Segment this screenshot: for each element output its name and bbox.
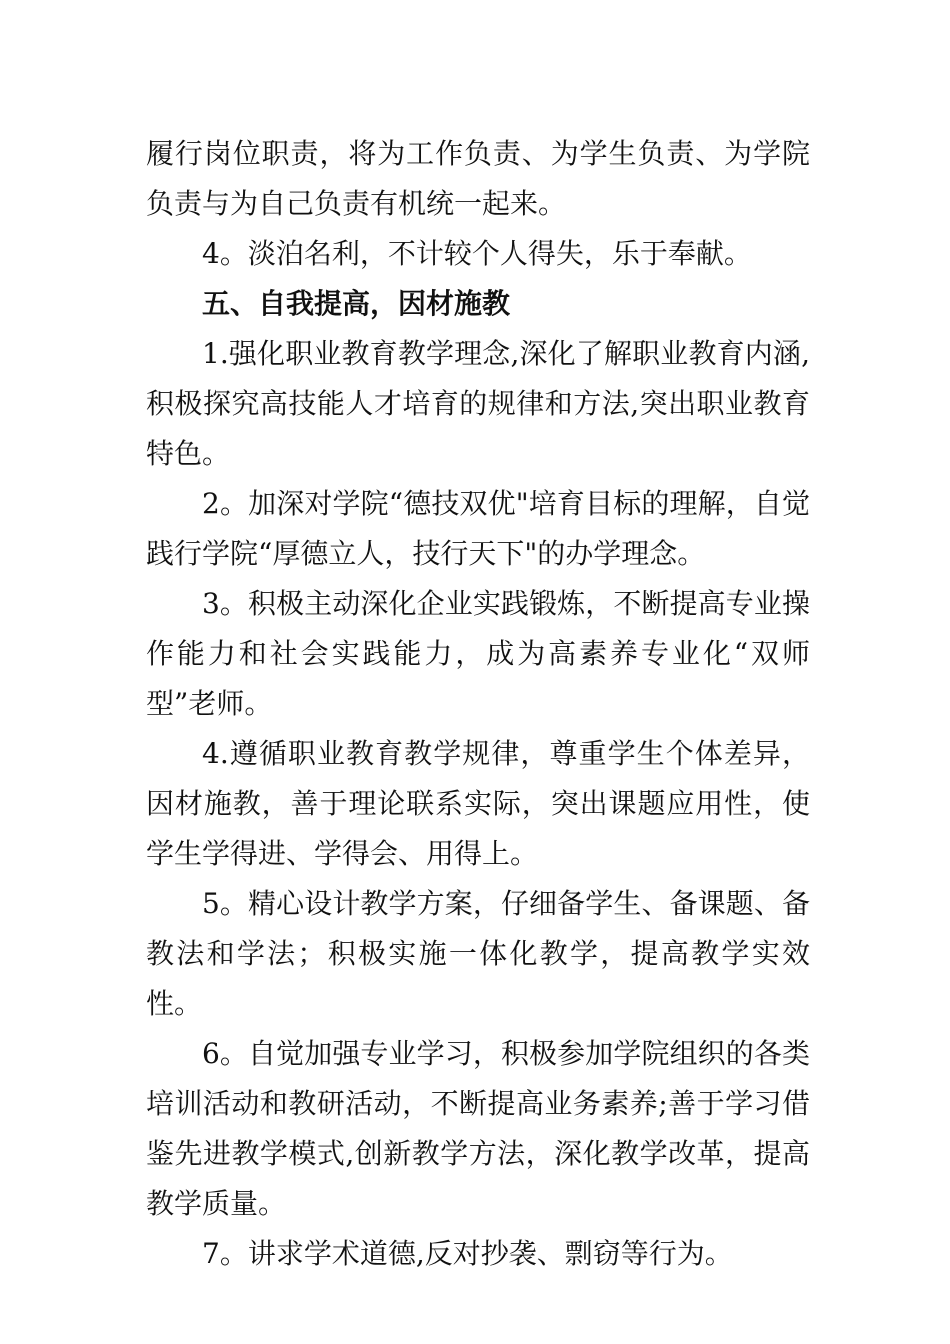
paragraph-item-3: 3。积极主动深化企业实践锻炼，不断提高专业操作能力和社会实践能力，成为高素养专业化“双师型”老师。 <box>146 587 810 720</box>
paragraph-item-6: 6。自觉加强专业学习，积极参加学院组织的各类培训活动和教研活动，不断提高业务素养;善于学习借鉴先进教学模式,创新教学方法，深化教学改革，提高教学质量。 <box>146 1037 810 1220</box>
paragraph-item-2: 2。加深对学院“德技双优"培育目标的理解，自觉践行学院“厚德立人，技行天下"的办学理念。 <box>146 487 810 570</box>
paragraph-item-7: 7。讲求学术道德,反对抄袭、剽窃等行为。 <box>202 1237 733 1270</box>
section-heading: 五、自我提高，因材施教 <box>202 287 511 320</box>
document-body <box>146 129 810 1279</box>
paragraph-item-4: 4。淡泊名利，不计较个人得失，乐于奉献。 <box>202 237 752 270</box>
paragraph-item-5: 5。精心设计教学方案，仔细备学生、备课题、备教法和学法；积极实施一体化教学，提高教学实效性。 <box>146 887 810 1020</box>
paragraph-item-1: 1.强化职业教育教学理念,深化了解职业教育内涵,积极探究高技能人才培育的规律和方法,突出职业教育特色。 <box>146 337 810 470</box>
paragraph-item-4b: 4.遵循职业教育教学规律，尊重学生个体差异，因材施教，善于理论联系实际，突出课题应用性，使学生学得进、学得会、用得上。 <box>146 737 810 870</box>
paragraph-continuation: 履行岗位职责，将为工作负责、为学生负责、为学院负责与为自己负责有机统一起来。 <box>146 137 810 220</box>
